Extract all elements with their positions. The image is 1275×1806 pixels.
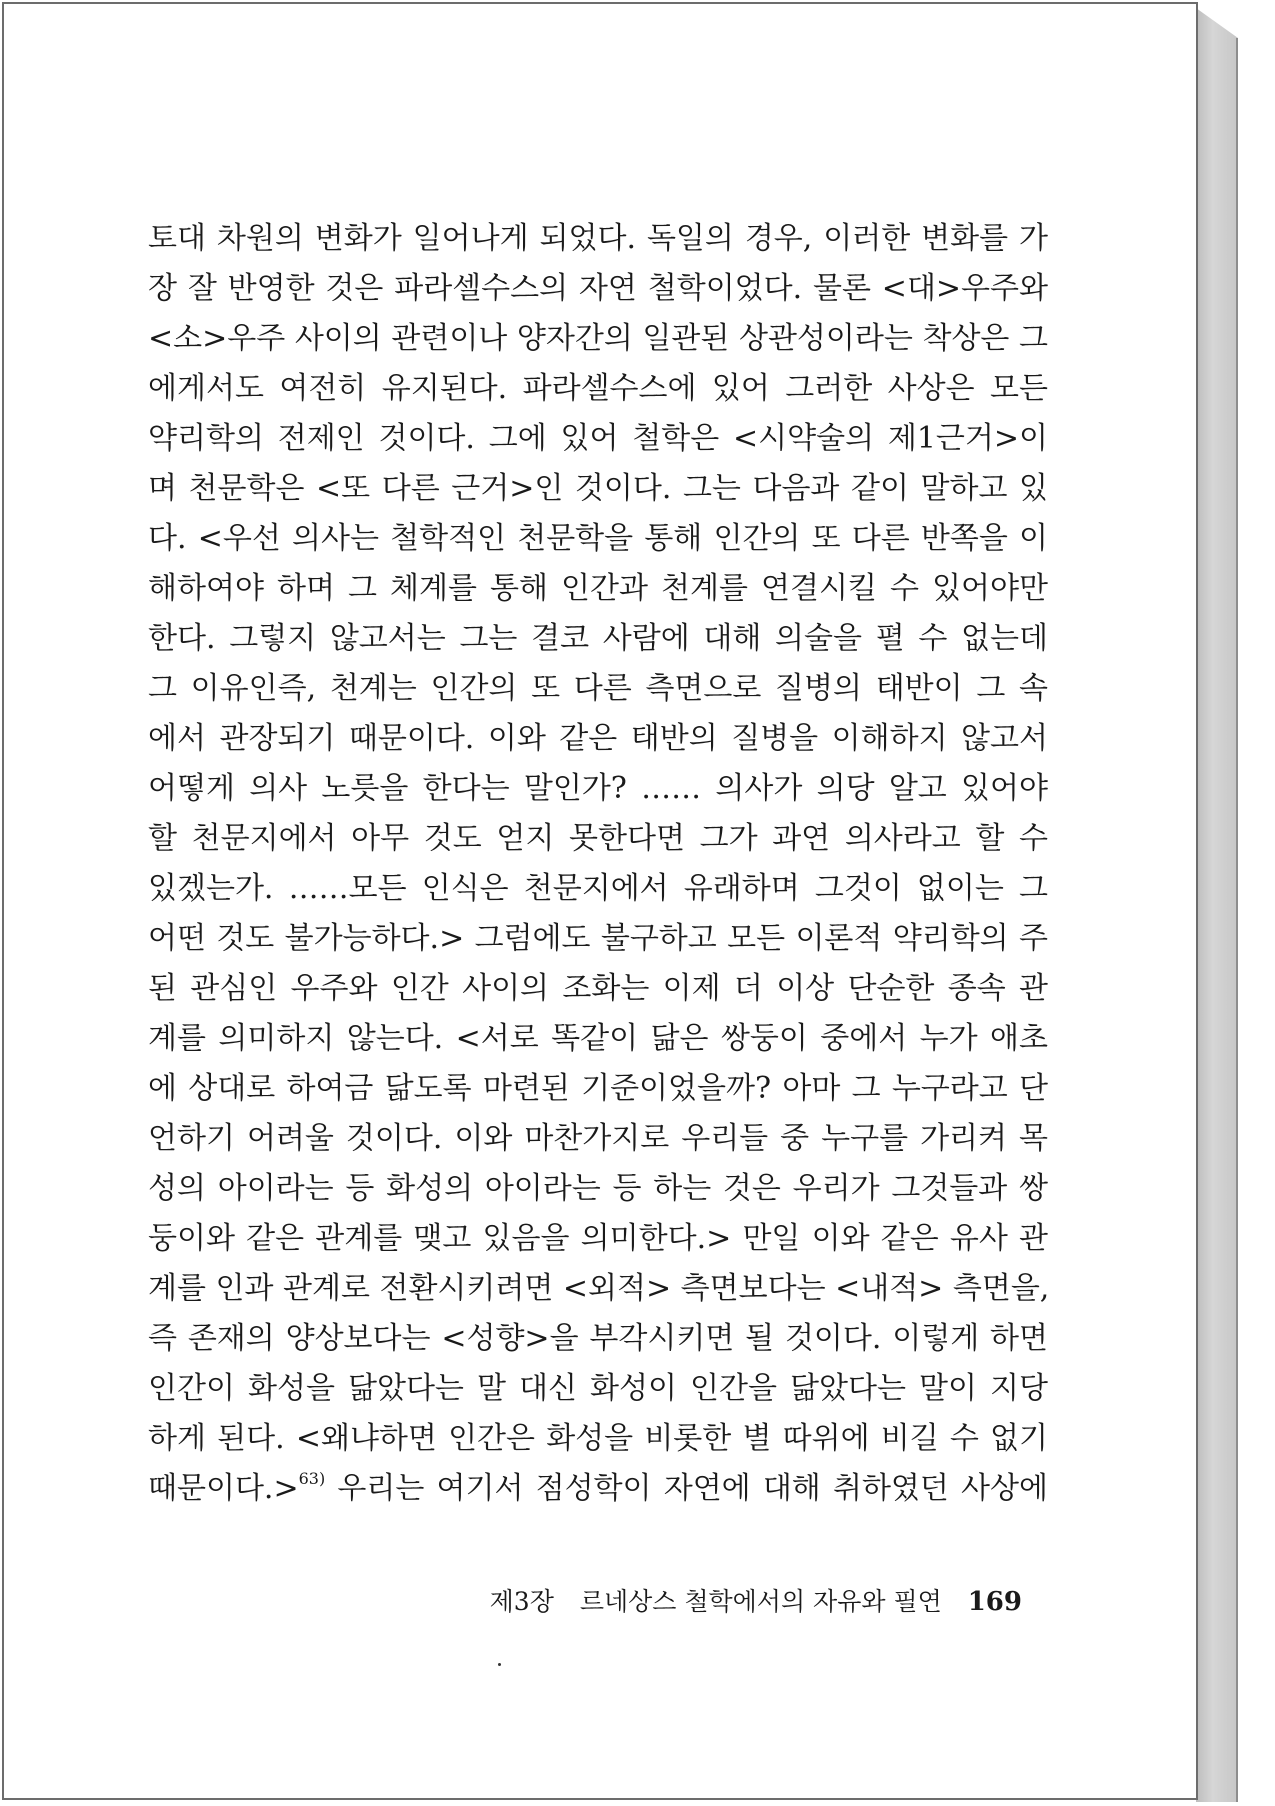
text-line: 에 상대로 하여금 닮도록 마련된 기준이었을까? 아마 그 누구라고 단 <box>148 1071 1048 1106</box>
text-line: <소>우주 사이의 관련이나 양자간의 일관된 상관성이라는 착상은 그 <box>148 321 1048 356</box>
text-line: 즉 존재의 양상보다는 <성향>을 부각시키면 될 것이다. 이렇게 하면 <box>148 1321 1048 1356</box>
text-line: 성의 아이라는 등 화성의 아이라는 등 하는 것은 우리가 그것들과 쌍 <box>148 1171 1048 1206</box>
page-edge-shadow <box>1196 8 1238 1802</box>
text-line: 계를 인과 관계로 전환시키려면 <외적> 측면보다는 <내적> 측면을, <box>148 1271 1050 1306</box>
text-line: 둥이와 같은 관계를 맺고 있음을 의미한다.> 만일 이와 같은 유사 관 <box>148 1221 1048 1256</box>
page-number: 169 <box>967 1587 1022 1617</box>
text-fragment: 우리는 여기서 점성학이 자연에 대해 취하였던 사상에 <box>325 1471 1048 1506</box>
text-line: 약리학의 전제인 것이다. 그에 있어 철학은 <시약술의 제1근거>이 <box>148 421 1048 456</box>
text-line: 어떻게 의사 노릇을 한다는 말인가? …… 의사가 의당 알고 있어야 <box>148 771 1048 806</box>
text-line: 하게 된다. <왜냐하면 인간은 화성을 비롯한 별 따위에 비길 수 없기 <box>148 1421 1048 1456</box>
scan-speck <box>498 1663 501 1666</box>
text-line: 어떤 것도 불가능하다.> 그럼에도 불구하고 모든 이론적 약리학의 주 <box>148 921 1048 956</box>
body-text <box>148 214 1048 1514</box>
text-line: 토대 차원의 변화가 일어나게 되었다. 독일의 경우, 이러한 변화를 가 <box>148 221 1048 256</box>
text-line: 할 천문지에서 아무 것도 얻지 못한다면 그가 과연 의사라고 할 수 <box>148 821 1048 856</box>
text-line: 해하여야 하며 그 체계를 통해 인간과 천계를 연결시킬 수 있어야만 <box>148 571 1048 606</box>
text-line: 인간이 화성을 닮았다는 말 대신 화성이 인간을 닮았다는 말이 지당 <box>148 1371 1048 1406</box>
text-fragment: 때문이다.> <box>148 1471 299 1506</box>
text-line: 언하기 어려울 것이다. 이와 마찬가지로 우리들 중 누구를 가리켜 목 <box>148 1121 1048 1156</box>
text-line: 장 잘 반영한 것은 파라셀수스의 자연 철학이었다. 물론 <대>우주와 <box>148 271 1048 306</box>
text-line: 에게서도 여전히 유지된다. 파라셀수스에 있어 그러한 사상은 모든 <box>148 371 1048 406</box>
running-footer <box>484 1582 1022 1622</box>
footnote-reference[interactable]: 63) <box>298 1469 326 1488</box>
text-line: 있겠는가. ……모든 인식은 천문지에서 유래하며 그것이 없이는 그 <box>148 871 1048 906</box>
footer-chapter: 제3장 <box>489 1587 554 1616</box>
text-line: 된 관심인 우주와 인간 사이의 조화는 이제 더 이상 단순한 종속 관 <box>148 971 1048 1006</box>
footer-chapter-title: 르네상스 철학에서의 자유와 필연 <box>579 1587 942 1616</box>
text-line: 계를 의미하지 않는다. <서로 똑같이 닮은 쌍둥이 중에서 누가 애초 <box>148 1021 1048 1056</box>
page-edge-line <box>1236 38 1238 1802</box>
text-line: 다. <우선 의사는 철학적인 천문학을 통해 인간의 또 다른 반쪽을 이 <box>148 521 1048 556</box>
text-line-with-footnote <box>148 1464 1048 1514</box>
text-line: 에서 관장되기 때문이다. 이와 같은 태반의 질병을 이해하지 않고서 <box>148 721 1048 756</box>
text-line: 며 천문학은 <또 다른 근거>인 것이다. 그는 다음과 같이 말하고 있 <box>148 471 1048 506</box>
text-line: 그 이유인즉, 천계는 인간의 또 다른 측면으로 질병의 태반이 그 속 <box>148 671 1048 706</box>
text-line: 한다. 그렇지 않고서는 그는 결코 사람에 대해 의술을 펼 수 없는데 <box>148 621 1048 656</box>
